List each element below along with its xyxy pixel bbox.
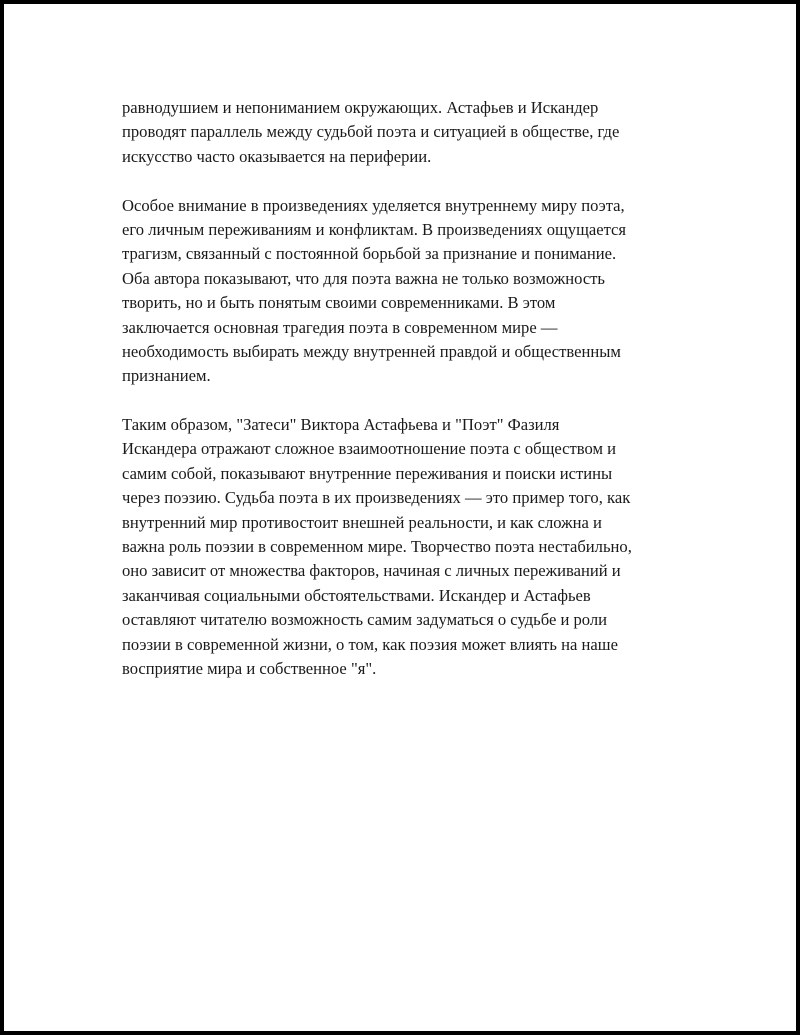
text-line: самим собой, показывают внутренние переживания и поиски истины bbox=[122, 463, 613, 483]
text-line: заканчивая социальными обстоятельствами. Искандер и Астафьев bbox=[122, 585, 591, 605]
text-line: проводят параллель между судьбой поэта и ситуацией в обществе, где bbox=[122, 122, 620, 142]
text-line: творить, но и быть понятым своими современниками. В этом bbox=[122, 293, 556, 313]
paragraph-2 bbox=[122, 194, 692, 389]
text-line: его личным переживаниям и конфликтам. В произведениях ощущается bbox=[122, 219, 627, 239]
text-line: важна роль поэзии в современном мире. Творчество поэта нестабильно, bbox=[122, 537, 632, 557]
text-line: трагизм, связанный с постоянной борьбой за признание и понимание. bbox=[122, 244, 617, 264]
text-line: Таким образом, "Затеси" Виктора Астафьева и "Поэт" Фазиля bbox=[122, 415, 560, 435]
text-line: заключается основная трагедия поэта в современном мире — bbox=[122, 317, 558, 337]
text-line: равнодушием и непониманием окружающих. Астафьев и Искандер bbox=[122, 98, 599, 117]
text-line: Искандера отражают сложное взаимоотношение поэта с обществом и bbox=[122, 439, 616, 459]
paragraph-3 bbox=[122, 413, 692, 681]
text-line: признанием. bbox=[122, 366, 211, 386]
document-body bbox=[122, 96, 692, 706]
text-line: оставляют читателю возможность самим задуматься о судьбе и роли bbox=[122, 610, 608, 630]
text-line: поэзии в современной жизни, о том, как поэзия может влиять на наше bbox=[122, 634, 618, 654]
paragraph-1 bbox=[122, 96, 692, 169]
text-line: восприятие мира и собственное "я". bbox=[122, 658, 377, 678]
text-line: внутренний мир противостоит внешней реальности, и как сложна и bbox=[122, 512, 602, 532]
text-line: необходимость выбирать между внутренней правдой и общественным bbox=[122, 341, 621, 361]
text-line: через поэзию. Судьба поэта в их произведениях — это пример того, как bbox=[122, 488, 631, 508]
text-line: искусство часто оказывается на периферии. bbox=[122, 146, 432, 166]
text-line: оно зависит от множества факторов, начиная с личных переживаний и bbox=[122, 561, 621, 581]
text-line: Особое внимание в произведениях уделяется внутреннему миру поэта, bbox=[122, 195, 625, 215]
text-line: Оба автора показывают, что для поэта важна не только возможность bbox=[122, 268, 605, 288]
